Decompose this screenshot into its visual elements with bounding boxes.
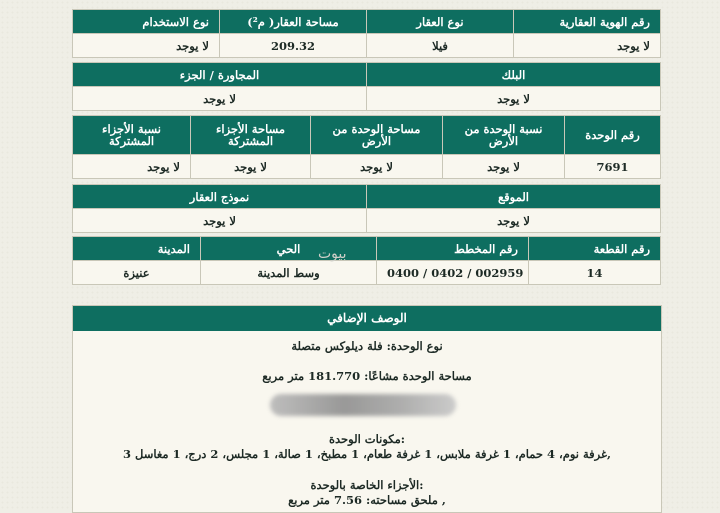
value-unit-land-area: لا يوجد bbox=[311, 155, 443, 179]
unit-area-line: مساحة الوحدة مشاعًا: 181.770 متر مربع bbox=[262, 369, 472, 383]
header-property-model: نموذج العقار bbox=[73, 185, 367, 209]
header-unit-land-area: مساحة الوحدة من الأرض bbox=[311, 116, 443, 155]
value-location: لا يوجد bbox=[367, 209, 661, 233]
watermark-logo: بيوت bbox=[318, 246, 347, 262]
property-info-table-1 bbox=[72, 9, 661, 58]
value-property-type: فيلا bbox=[367, 34, 514, 58]
value-plan-number: 0400 / 0402 / 002959 bbox=[377, 261, 529, 285]
header-city: المدينة bbox=[73, 237, 201, 261]
value-city: عنيزة bbox=[73, 261, 201, 285]
header-unit-land-ratio: نسبة الوحدة من الأرض bbox=[443, 116, 565, 155]
header-property-area: مساحة العقار( م²) bbox=[220, 10, 367, 34]
unit-type-line: نوع الوحدة: فلة ديلوكس متصلة bbox=[291, 339, 443, 353]
header-block: البلك bbox=[367, 63, 661, 87]
components-line: ,غرفة نوم، 4 حمام، 1 غرفة ملابس، 1 غرفة طعام، 1 مطبخ، 1 صالة، 1 مجلس، 2 درج، 1 مغاسل 3 bbox=[122, 447, 612, 461]
components-label: :مكونات الوحدة bbox=[328, 432, 406, 446]
redaction-smear bbox=[270, 394, 456, 416]
value-property-id: لا يوجد bbox=[514, 34, 661, 58]
value-common-parts-area: لا يوجد bbox=[191, 155, 311, 179]
header-plan-number: رقم المخطط bbox=[377, 237, 529, 261]
value-neighborhood-part: لا يوجد bbox=[73, 87, 367, 111]
value-usage-type: لا يوجد bbox=[73, 34, 220, 58]
value-common-parts-ratio: لا يوجد bbox=[73, 155, 191, 179]
property-info-table-2 bbox=[72, 62, 661, 111]
property-info-table-5 bbox=[72, 236, 661, 285]
header-neighborhood-part: المجاورة / الجزء bbox=[73, 63, 367, 87]
header-property-id: رقم الهوية العقارية bbox=[514, 10, 661, 34]
value-unit-number: 7691 bbox=[565, 155, 661, 179]
header-unit-number: رقم الوحدة bbox=[565, 116, 661, 155]
description-title: الوصف الإضافي bbox=[73, 306, 661, 331]
value-district: وسط المدينة bbox=[201, 261, 377, 285]
value-plot-number: 14 bbox=[529, 261, 661, 285]
property-info-table-3 bbox=[72, 115, 661, 179]
header-plot-number: رقم القطعة bbox=[529, 237, 661, 261]
header-property-type: نوع العقار bbox=[367, 10, 514, 34]
header-usage-type: نوع الاستخدام bbox=[73, 10, 220, 34]
header-district: الحي bbox=[201, 237, 377, 261]
property-info-table-4 bbox=[72, 184, 661, 233]
value-property-model: لا يوجد bbox=[73, 209, 367, 233]
private-parts-label: :الأجزاء الخاصة بالوحدة bbox=[310, 478, 424, 492]
header-common-parts-ratio: نسبة الأجزاء المشتركة bbox=[73, 116, 191, 155]
value-unit-land-ratio: لا يوجد bbox=[443, 155, 565, 179]
value-block: لا يوجد bbox=[367, 87, 661, 111]
header-common-parts-area: مساحة الأجزاء المشتركة bbox=[191, 116, 311, 155]
annex-line: , ملحق مساحته: 7.56 متر مربع bbox=[288, 493, 446, 507]
value-property-area: 209.32 bbox=[220, 34, 367, 58]
header-location: الموقع bbox=[367, 185, 661, 209]
